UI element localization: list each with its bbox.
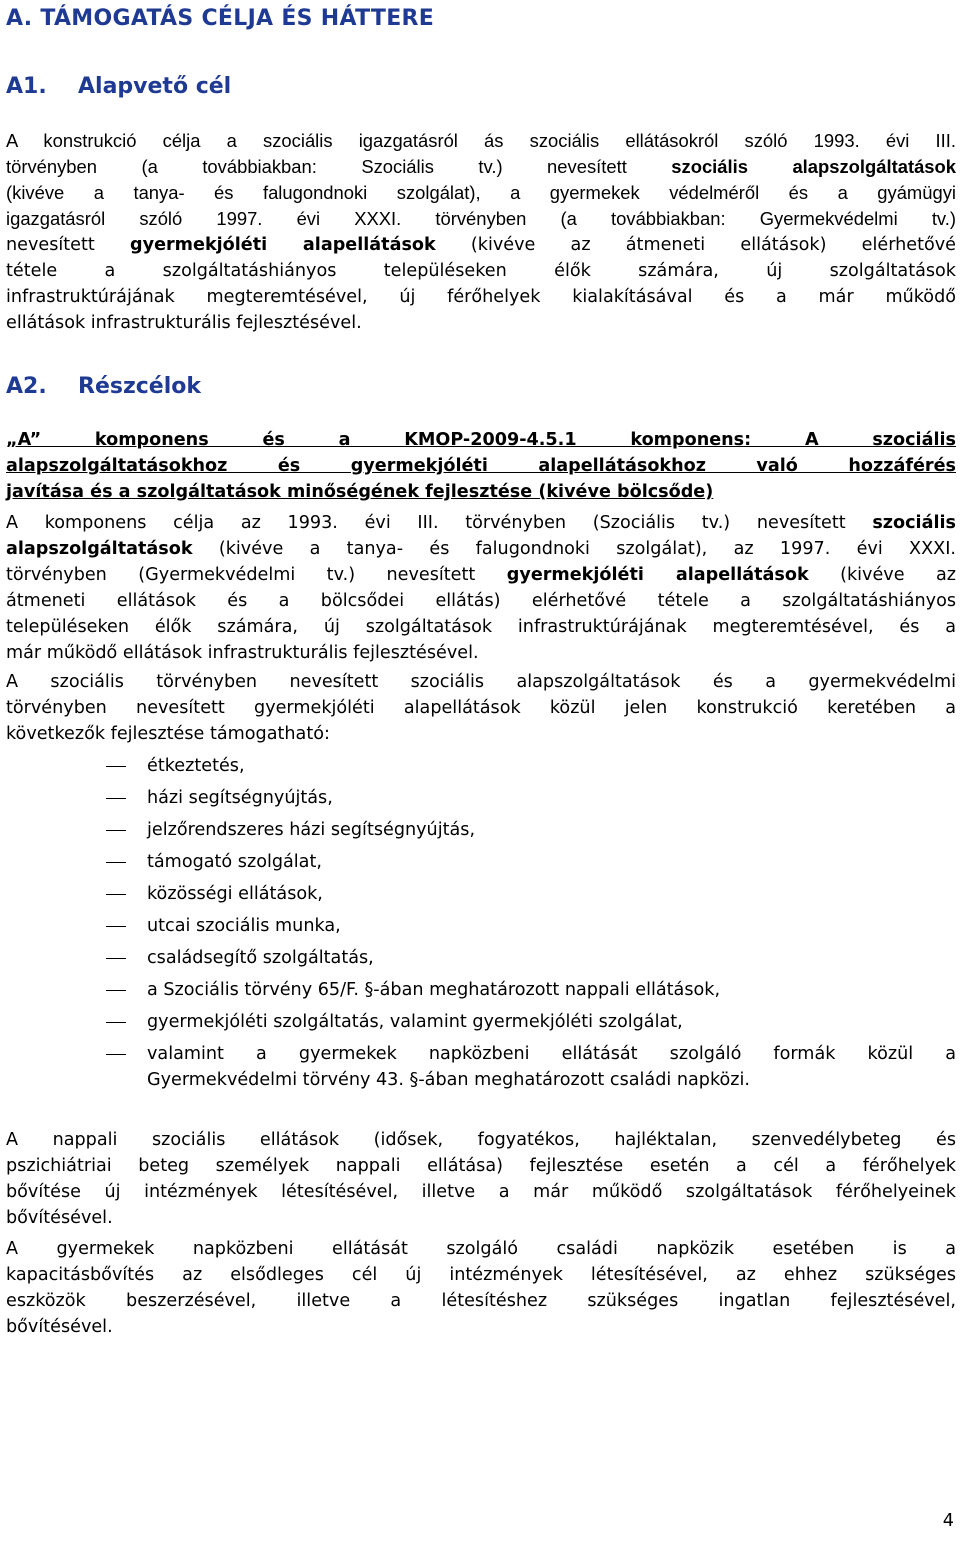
text-span: (kivéve a tanya- és falugondnoki szolgálat), az 1997. évi XXXI. bbox=[192, 539, 956, 559]
text-line: „A” komponens és a KMOP-2009-4.5.1 komponens: A szociális bbox=[6, 430, 956, 450]
paragraph-supported-developments bbox=[6, 669, 956, 747]
text-line bbox=[6, 562, 956, 588]
list-item bbox=[6, 849, 956, 881]
text-line: A nappali szociális ellátások (idősek, fogyatékos, hajléktalan, szenvedélybeteg és bbox=[6, 1130, 956, 1150]
section-heading-a1 bbox=[6, 74, 231, 99]
text-line: már működő ellátások infrastrukturális fejlesztésével. bbox=[6, 643, 479, 663]
section-title: Részcélok bbox=[78, 374, 202, 399]
page-number: 4 bbox=[942, 1511, 954, 1531]
text-line: bővítésével. bbox=[6, 1208, 113, 1228]
text-line: következők fejlesztése támogatható: bbox=[6, 724, 330, 744]
section-number: A1. bbox=[6, 74, 47, 99]
list-item bbox=[6, 785, 956, 817]
list-item-text: közösségi ellátások, bbox=[147, 884, 323, 904]
text-line: igazgatásról szóló 1997. évi XXXI. törvényben (a továbbiakban: Gyermekvédelmi tv.) bbox=[6, 208, 956, 229]
paragraph-basic-goal bbox=[6, 128, 956, 336]
dash-bullet-icon bbox=[106, 894, 126, 895]
list-item-text: Gyermekvédelmi törvény 43. §-ában meghatározott családi napközi. bbox=[147, 1070, 750, 1090]
list-item bbox=[6, 913, 956, 945]
list-item bbox=[6, 1041, 956, 1093]
text-line: ellátások infrastrukturális fejlesztésével. bbox=[6, 313, 362, 333]
text-span: (kivéve az bbox=[808, 565, 956, 585]
paragraph-day-care bbox=[6, 1127, 956, 1231]
list-item-text: utcai szociális munka, bbox=[147, 916, 341, 936]
text-line: bővítésével. bbox=[6, 1317, 113, 1337]
list-item-text: valamint a gyermekek napközbeni ellátását szolgáló formák közül a bbox=[147, 1044, 956, 1064]
text-line: tétele a szolgáltatáshiányos településeken élők számára, új szolgáltatások bbox=[6, 261, 956, 281]
dash-bullet-icon bbox=[106, 990, 126, 991]
list-item-text: támogató szolgálat, bbox=[147, 852, 322, 872]
dash-bullet-icon bbox=[106, 1022, 126, 1023]
list-item-text: gyermekjóléti szolgáltatás, valamint gyermekjóléti szolgálat, bbox=[147, 1012, 683, 1032]
text-line: javítása és a szolgáltatások minőségének fejlesztése (kivéve bölcsőde) bbox=[6, 482, 714, 502]
list-item bbox=[6, 945, 956, 977]
section-heading-a2 bbox=[6, 374, 201, 399]
dash-bullet-icon bbox=[106, 1054, 126, 1055]
bold-term: alapszolgáltatások bbox=[6, 539, 193, 559]
text-span: (kivéve az átmeneti ellátások) elérhetővé bbox=[435, 235, 956, 255]
text-line: A gyermekek napközbeni ellátását szolgáló családi napközik esetében is a bbox=[6, 1239, 956, 1259]
paragraph-family-daycare bbox=[6, 1236, 956, 1340]
list-item bbox=[6, 881, 956, 913]
bold-term: szociális alapszolgáltatások bbox=[671, 156, 956, 177]
list-item bbox=[6, 977, 956, 1009]
bold-term: gyermekjóléti alapellátások bbox=[130, 235, 436, 255]
text-line: alapszolgáltatásokhoz és gyermekjóléti alapellátásokhoz való hozzáférés bbox=[6, 456, 956, 476]
text-line bbox=[6, 536, 956, 562]
text-line bbox=[6, 154, 956, 180]
list-item bbox=[6, 753, 956, 785]
dash-bullet-icon bbox=[106, 798, 126, 799]
dash-bullet-icon bbox=[106, 766, 126, 767]
text-line: pszichiátriai beteg személyek nappali ellátása) fejlesztése esetén a cél a férőhelyek bbox=[6, 1156, 956, 1176]
text-line: bővítése új intézmények létesítésével, illetve a már működő szolgáltatások férőhelyeinek bbox=[6, 1182, 956, 1202]
text-line bbox=[6, 232, 956, 258]
text-line: infrastruktúrájának megteremtésével, új férőhelyek kialakításával és a már működő bbox=[6, 287, 956, 307]
text-line: törvényben nevesített gyermekjóléti alapellátások közül jelen konstrukció keretében a bbox=[6, 698, 956, 718]
text-line: településeken élők számára, új szolgáltatások infrastruktúrájának megteremtésével, és a bbox=[6, 617, 956, 637]
text-line: kapacitásbővítés az elsődleges cél új intézmények létesítésével, az ehhez szükséges bbox=[6, 1265, 956, 1285]
text-line: A szociális törvényben nevesített szociális alapszolgáltatások és a gyermekvédelmi bbox=[6, 672, 956, 692]
dash-bullet-icon bbox=[106, 926, 126, 927]
section-number: A2. bbox=[6, 374, 47, 399]
text-line: A konstrukció célja a szociális igazgatásról ás szociális ellátásokról szóló 1993. évi III. bbox=[6, 130, 956, 151]
list-item bbox=[6, 817, 956, 849]
bold-term: gyermekjóléti alapellátások bbox=[506, 565, 809, 585]
text-span: nevesített bbox=[6, 235, 131, 255]
paragraph-component-goal bbox=[6, 510, 956, 666]
section-title: Alapvető cél bbox=[78, 74, 232, 99]
list-item-text: étkeztetés, bbox=[147, 756, 245, 776]
list-item-text: a Szociális törvény 65/F. §-ában meghatározott nappali ellátások, bbox=[147, 980, 721, 1000]
service-list bbox=[6, 753, 956, 1093]
text-span: törvényben (Gyermekvédelmi tv.) nevesített bbox=[6, 565, 507, 585]
list-item-text: házi segítségnyújtás, bbox=[147, 788, 333, 808]
dash-bullet-icon bbox=[106, 958, 126, 959]
list-item-text: jelzőrendszeres házi segítségnyújtás, bbox=[147, 820, 476, 840]
text-line: átmeneti ellátások és a bölcsődei ellátás) elérhetővé tétele a szolgáltatáshiányos bbox=[6, 591, 956, 611]
component-title bbox=[6, 427, 956, 505]
list-item-text: családsegítő szolgáltatás, bbox=[147, 948, 374, 968]
list-item bbox=[6, 1009, 956, 1041]
bold-term: szociális bbox=[872, 513, 956, 533]
dash-bullet-icon bbox=[106, 862, 126, 863]
text-span: A komponens célja az 1993. évi III. törvényben (Szociális tv.) nevesített bbox=[6, 513, 873, 533]
text-span: törvényben (a továbbiakban: Szociális tv.) nevesített bbox=[6, 156, 672, 177]
dash-bullet-icon bbox=[106, 830, 126, 831]
main-heading: A. TÁMOGATÁS CÉLJA ÉS HÁTTERE bbox=[6, 6, 435, 31]
text-line: (kivéve a tanya- és falugondnoki szolgálat), a gyermekek védelméről és a gyámügyi bbox=[6, 182, 956, 203]
text-line bbox=[6, 510, 956, 536]
text-line: eszközök beszerzésével, illetve a létesítéshez szükséges ingatlan fejlesztésével, bbox=[6, 1291, 956, 1311]
